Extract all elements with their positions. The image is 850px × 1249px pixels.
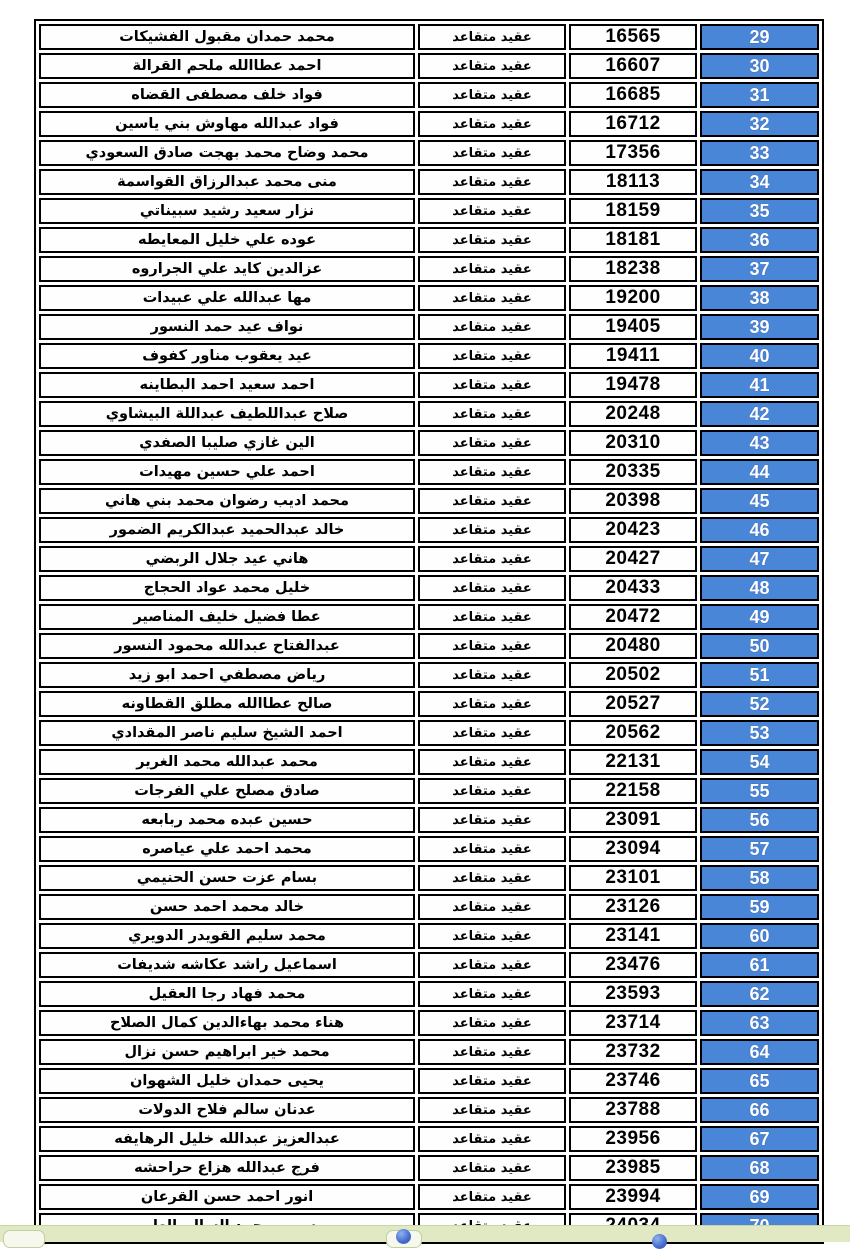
rank-cell: عقيد متقاعد	[418, 285, 566, 311]
name-cell: احمد علي حسين مهيدات	[39, 459, 415, 485]
id-number-cell: 19200	[569, 285, 697, 311]
table-row	[39, 488, 819, 514]
rank-cell: عقيد متقاعد	[418, 314, 566, 340]
table-row	[39, 749, 819, 775]
serial-number-cell: 65	[700, 1068, 819, 1094]
name-cell: محمد اديب رضوان محمد بني هاني	[39, 488, 415, 514]
id-number-cell: 18181	[569, 227, 697, 253]
serial-number-cell: 50	[700, 633, 819, 659]
rank-cell: عقيد متقاعد	[418, 865, 566, 891]
rank-cell: عقيد متقاعد	[418, 923, 566, 949]
name-cell: فرج عبدالله هزاع حراحشه	[39, 1155, 415, 1181]
table-row	[39, 604, 819, 630]
serial-number-cell: 38	[700, 285, 819, 311]
id-number-cell: 16712	[569, 111, 697, 137]
id-number-cell: 19411	[569, 343, 697, 369]
name-cell: صادق مصلح علي الفرجات	[39, 778, 415, 804]
serial-number-cell: 48	[700, 575, 819, 601]
id-number-cell: 23985	[569, 1155, 697, 1181]
rank-cell: عقيد متقاعد	[418, 459, 566, 485]
table-row	[39, 1068, 819, 1094]
table-row	[39, 111, 819, 137]
serial-number-cell: 62	[700, 981, 819, 1007]
table-row	[39, 517, 819, 543]
name-cell: محمد وضاح محمد بهجت صادق السعودي	[39, 140, 415, 166]
serial-number-cell: 51	[700, 662, 819, 688]
serial-number-cell: 59	[700, 894, 819, 920]
id-number-cell: 23956	[569, 1126, 697, 1152]
table-row	[39, 198, 819, 224]
id-number-cell: 23126	[569, 894, 697, 920]
name-cell: عوده علي خليل المعايطه	[39, 227, 415, 253]
table-row	[39, 314, 819, 340]
table-row	[39, 53, 819, 79]
name-cell: نواف عيد حمد النسور	[39, 314, 415, 340]
name-cell: محمد خير ابراهيم حسن نزال	[39, 1039, 415, 1065]
table-row	[39, 24, 819, 50]
name-cell: محمد احمد علي عياصره	[39, 836, 415, 862]
id-number-cell: 20480	[569, 633, 697, 659]
serial-number-cell: 44	[700, 459, 819, 485]
rank-cell: عقيد متقاعد	[418, 111, 566, 137]
name-cell: هناء محمد بهاءالدين كمال الصلاح	[39, 1010, 415, 1036]
id-number-cell: 20335	[569, 459, 697, 485]
table-row	[39, 372, 819, 398]
id-number-cell: 23994	[569, 1184, 697, 1210]
id-number-cell: 23476	[569, 952, 697, 978]
rank-cell: عقيد متقاعد	[418, 24, 566, 50]
id-number-cell: 23714	[569, 1010, 697, 1036]
rank-cell: عقيد متقاعد	[418, 807, 566, 833]
table-row	[39, 981, 819, 1007]
name-cell: احمد الشيخ سليم ناصر المقدادي	[39, 720, 415, 746]
name-cell: هاني عيد جلال الربضي	[39, 546, 415, 572]
serial-number-cell: 56	[700, 807, 819, 833]
table-row	[39, 285, 819, 311]
table-row	[39, 923, 819, 949]
rank-cell: عقيد متقاعد	[418, 227, 566, 253]
id-number-cell: 19405	[569, 314, 697, 340]
id-number-cell: 18159	[569, 198, 697, 224]
table-row	[39, 82, 819, 108]
serial-number-cell: 54	[700, 749, 819, 775]
table-row	[39, 1010, 819, 1036]
serial-number-cell: 68	[700, 1155, 819, 1181]
table-row	[39, 1155, 819, 1181]
table-row	[39, 256, 819, 282]
id-number-cell: 20527	[569, 691, 697, 717]
rank-cell: عقيد متقاعد	[418, 1155, 566, 1181]
serial-number-cell: 69	[700, 1184, 819, 1210]
rank-cell: عقيد متقاعد	[418, 633, 566, 659]
footer-app-tile[interactable]	[386, 1230, 422, 1248]
rank-cell: عقيد متقاعد	[418, 546, 566, 572]
table-row	[39, 1039, 819, 1065]
serial-number-cell: 53	[700, 720, 819, 746]
rank-cell: عقيد متقاعد	[418, 836, 566, 862]
id-number-cell: 20310	[569, 430, 697, 456]
rank-cell: عقيد متقاعد	[418, 604, 566, 630]
serial-number-cell: 61	[700, 952, 819, 978]
serial-number-cell: 30	[700, 53, 819, 79]
rank-cell: عقيد متقاعد	[418, 662, 566, 688]
id-number-cell: 17356	[569, 140, 697, 166]
name-cell: فواد عبدالله مهاوش بني ياسين	[39, 111, 415, 137]
rank-cell: عقيد متقاعد	[418, 343, 566, 369]
id-number-cell: 22158	[569, 778, 697, 804]
rank-cell: عقيد متقاعد	[418, 1184, 566, 1210]
table-row	[39, 952, 819, 978]
id-number-cell: 23593	[569, 981, 697, 1007]
serial-number-cell: 37	[700, 256, 819, 282]
table-row	[39, 546, 819, 572]
rank-cell: عقيد متقاعد	[418, 1010, 566, 1036]
name-cell: احمد سعيد احمد البطاينه	[39, 372, 415, 398]
rank-cell: عقيد متقاعد	[418, 691, 566, 717]
serial-number-cell: 52	[700, 691, 819, 717]
name-cell: محمد فهاد رجا العقيل	[39, 981, 415, 1007]
id-number-cell: 19478	[569, 372, 697, 398]
serial-number-cell: 36	[700, 227, 819, 253]
table-row	[39, 430, 819, 456]
serial-number-cell: 67	[700, 1126, 819, 1152]
id-number-cell: 16565	[569, 24, 697, 50]
rank-cell: عقيد متقاعد	[418, 981, 566, 1007]
id-number-cell: 20398	[569, 488, 697, 514]
serial-number-cell: 35	[700, 198, 819, 224]
rank-cell: عقيد متقاعد	[418, 894, 566, 920]
rank-cell: عقيد متقاعد	[418, 372, 566, 398]
name-cell: نزار سعيد رشيد سبيناتي	[39, 198, 415, 224]
table-row	[39, 691, 819, 717]
retired-officers-table	[34, 19, 824, 1244]
id-number-cell: 23732	[569, 1039, 697, 1065]
serial-number-cell: 55	[700, 778, 819, 804]
id-number-cell: 16685	[569, 82, 697, 108]
table-row	[39, 1126, 819, 1152]
rank-cell: عقيد متقاعد	[418, 430, 566, 456]
name-cell: عبدالعزيز عبدالله خليل الرهايفه	[39, 1126, 415, 1152]
serial-number-cell: 29	[700, 24, 819, 50]
id-number-cell: 16607	[569, 53, 697, 79]
rank-cell: عقيد متقاعد	[418, 82, 566, 108]
serial-number-cell: 43	[700, 430, 819, 456]
id-number-cell: 18238	[569, 256, 697, 282]
serial-number-cell: 47	[700, 546, 819, 572]
table-row	[39, 778, 819, 804]
name-cell: عطا فضيل خليف المناصير	[39, 604, 415, 630]
table-row	[39, 720, 819, 746]
rank-cell: عقيد متقاعد	[418, 169, 566, 195]
serial-number-cell: 33	[700, 140, 819, 166]
id-number-cell: 20472	[569, 604, 697, 630]
table-body	[39, 24, 819, 1239]
rank-cell: عقيد متقاعد	[418, 140, 566, 166]
table-row	[39, 1184, 819, 1210]
table-row	[39, 343, 819, 369]
name-cell: خليل محمد عواد الحجاج	[39, 575, 415, 601]
serial-number-cell: 41	[700, 372, 819, 398]
rank-cell: عقيد متقاعد	[418, 749, 566, 775]
name-cell: صالح عطاالله مطلق القطاونه	[39, 691, 415, 717]
rank-cell: عقيد متقاعد	[418, 198, 566, 224]
serial-number-cell: 49	[700, 604, 819, 630]
rank-cell: عقيد متقاعد	[418, 1039, 566, 1065]
serial-number-cell: 63	[700, 1010, 819, 1036]
table-row	[39, 865, 819, 891]
serial-number-cell: 31	[700, 82, 819, 108]
rank-cell: عقيد متقاعد	[418, 720, 566, 746]
serial-number-cell: 39	[700, 314, 819, 340]
rank-cell: عقيد متقاعد	[418, 517, 566, 543]
serial-number-cell: 45	[700, 488, 819, 514]
name-cell: فواد خلف مصطفى القضاه	[39, 82, 415, 108]
rank-cell: عقيد متقاعد	[418, 575, 566, 601]
name-cell: خالد محمد احمد حسن	[39, 894, 415, 920]
name-cell: محمد حمدان مقبول الفشيكات	[39, 24, 415, 50]
serial-number-cell: 66	[700, 1097, 819, 1123]
rank-cell: عقيد متقاعد	[418, 952, 566, 978]
id-number-cell: 23094	[569, 836, 697, 862]
name-cell: خالد عبدالحميد عبدالكريم الضمور	[39, 517, 415, 543]
name-cell: انور احمد حسن القرعان	[39, 1184, 415, 1210]
table-row	[39, 401, 819, 427]
table-row	[39, 1097, 819, 1123]
name-cell: اسماعيل راشد عكاشه شديفات	[39, 952, 415, 978]
name-cell: محمد عبدالله محمد الغرير	[39, 749, 415, 775]
table-row	[39, 807, 819, 833]
id-number-cell: 20502	[569, 662, 697, 688]
name-cell: عزالدين كايد علي الجراروه	[39, 256, 415, 282]
rank-cell: عقيد متقاعد	[418, 256, 566, 282]
id-number-cell: 23788	[569, 1097, 697, 1123]
id-number-cell: 23091	[569, 807, 697, 833]
name-cell: مها عبدالله علي عبيدات	[39, 285, 415, 311]
serial-number-cell: 42	[700, 401, 819, 427]
id-number-cell: 23101	[569, 865, 697, 891]
table-row	[39, 633, 819, 659]
name-cell: يحيى حمدان خليل الشهوان	[39, 1068, 415, 1094]
serial-number-cell: 58	[700, 865, 819, 891]
name-cell: عبدالفتاح عبدالله محمود النسور	[39, 633, 415, 659]
id-number-cell: 20248	[569, 401, 697, 427]
id-number-cell: 20562	[569, 720, 697, 746]
name-cell: بسام عزت حسن الحنيمي	[39, 865, 415, 891]
id-number-cell: 20433	[569, 575, 697, 601]
serial-number-cell: 46	[700, 517, 819, 543]
serial-number-cell: 32	[700, 111, 819, 137]
table-row	[39, 836, 819, 862]
name-cell: عيد يعقوب مناور كفوف	[39, 343, 415, 369]
id-number-cell: 20427	[569, 546, 697, 572]
rank-cell: عقيد متقاعد	[418, 1126, 566, 1152]
id-number-cell: 20423	[569, 517, 697, 543]
rank-cell: عقيد متقاعد	[418, 1068, 566, 1094]
name-cell: صلاح عبداللطيف عبداللة البيشاوي	[39, 401, 415, 427]
table-row	[39, 227, 819, 253]
serial-number-cell: 64	[700, 1039, 819, 1065]
serial-number-cell: 60	[700, 923, 819, 949]
name-cell: محمد سليم القويدر الدويري	[39, 923, 415, 949]
table-row	[39, 140, 819, 166]
rank-cell: عقيد متقاعد	[418, 53, 566, 79]
rank-cell: عقيد متقاعد	[418, 778, 566, 804]
table-row	[39, 169, 819, 195]
id-number-cell: 22131	[569, 749, 697, 775]
id-number-cell: 23141	[569, 923, 697, 949]
footer-left-tile[interactable]	[3, 1230, 45, 1248]
rank-cell: عقيد متقاعد	[418, 1097, 566, 1123]
name-cell: رياض مصطفي احمد ابو زيد	[39, 662, 415, 688]
serial-number-cell: 34	[700, 169, 819, 195]
name-cell: عدنان سالم فلاح الدولات	[39, 1097, 415, 1123]
name-cell: الين غازي صليبا الصفدي	[39, 430, 415, 456]
rank-cell: عقيد متقاعد	[418, 488, 566, 514]
rank-cell: عقيد متقاعد	[418, 401, 566, 427]
name-cell: احمد عطاالله ملحم القرالة	[39, 53, 415, 79]
name-cell: حسين عبده محمد ربابعه	[39, 807, 415, 833]
table-row	[39, 459, 819, 485]
serial-number-cell: 40	[700, 343, 819, 369]
table-row	[39, 894, 819, 920]
serial-number-cell: 57	[700, 836, 819, 862]
name-cell: منى محمد عبدالرزاق القواسمة	[39, 169, 415, 195]
table-row	[39, 662, 819, 688]
id-number-cell: 18113	[569, 169, 697, 195]
footer-strip	[0, 1225, 850, 1242]
id-number-cell: 23746	[569, 1068, 697, 1094]
table-row	[39, 575, 819, 601]
